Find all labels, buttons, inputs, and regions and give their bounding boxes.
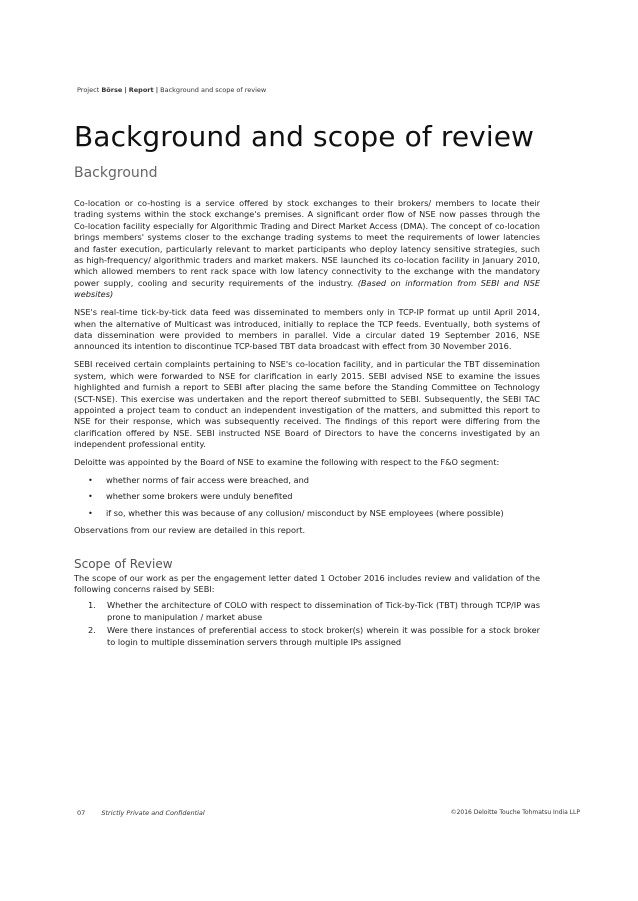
section-title-scope: Scope of Review xyxy=(74,556,173,571)
list-item: • if so, whether this was because of any collusion/ misconduct by NSE employees (where possible) xyxy=(88,507,504,518)
breadcrumb-project-name: Börse xyxy=(101,86,123,94)
list-item: 2. Were there instances of preferential access to stock broker(s) wherein it was possible for a stock broker to login to multiple dissemination servers through multiple IPs assigned xyxy=(88,625,540,647)
paragraph-observations: Observations from our review are detailed in this report. xyxy=(74,525,306,536)
breadcrumb: Project Börse | Report | Background and scope of review xyxy=(77,86,267,94)
confidential-label: Strictly Private and Confidential xyxy=(101,809,205,817)
paragraph-deloitte: Deloitte was appointed by the Board of NSE to examine the following with respect to the F&O segment: xyxy=(74,457,500,468)
bullet-icon: • xyxy=(88,491,93,502)
paragraph-colocation: Co-location or co-hosting is a service offered by stock exchanges to their brokers/ members to locate their trading systems within the stock exchange's premises. A significant order flow of NSE now passes through the Co-location facility especially for Algorithmic Trading and Direct Market Access (DMA). The concept of co-location brings members' systems closer to the exchange trading systems to meet the requirements of lower latencies and faster execution, particularly relevant to market participants who deploy latency sensitive strategies, such as high-frequency/ algorithmic traders and market makers. NSE launched its co-location facility in January 2010, which allowed members to rent rack space with low latency connectivity to the exchange with the mandatory power supply, cooling and security requirements of the industry. (Based on information from SEBI and NSE websites) xyxy=(74,198,541,300)
list-item: 1. Whether the architecture of COLO with respect to dissemination of Tick-by-Tick (TBT) through TCP/IP was prone to manipulation / market abuse xyxy=(88,600,540,622)
list-item: • whether norms of fair access were breached, and xyxy=(88,474,309,485)
breadcrumb-section: Background and scope of review xyxy=(160,86,267,94)
paragraph-scope-intro: The scope of our work as per the engagement letter dated 1 October 2016 includes review and validation of the following concerns raised by SEBI: xyxy=(74,572,540,594)
page-title: Background and scope of review xyxy=(74,120,535,153)
breadcrumb-project: Project xyxy=(77,86,100,94)
paragraph-sebi: SEBI received certain complaints pertaining to NSE's co-location facility, and in particular the TBT dissemination system, which were forwarded to NSE for clarification in early 2015. SEBI advised NSE to examine the issues highlighted and furnish a report to SEBI after placing the same before the Standing Committee on Technology (SCT-NSE). This exercise was undertaken and the report thereof submitted to SEBI. Subsequently, the SEBI TAC appointed a project team to conduct an independent investigation of the matters, and submitted this report to NSE for their response, which was subsequently received. The findings of this report were differing from the clarification offered by NSE. SEBI instructed NSE Board of Directors to have the concerns investigated by an independent professional entity. xyxy=(74,359,540,450)
page-subtitle: Background xyxy=(74,165,158,181)
list-item: • whether some brokers were unduly benefited xyxy=(88,491,293,502)
bullet-icon: • xyxy=(88,474,93,485)
footer-left xyxy=(77,809,205,817)
bullet-icon: • xyxy=(88,507,93,518)
scope-list xyxy=(74,600,540,648)
paragraph-tbt-feed: NSE's real-time tick-by-tick data feed was disseminated to members only in TCP-IP format up until April 2014, when the alternative of Multicast was introduced, initially to replace the TCP feeds. Eventually, both systems of data dissemination were provided to members in parallel. Vide a circular dated 19 September 2016, NSE announced its intention to discontinue TCP-based TBT data broadcast with effect from 30 November 2016. xyxy=(74,307,540,352)
footer-copyright: ©2016 Deloitte Touche Tohmatsu India LLP xyxy=(450,809,580,816)
source-note: (Based on information from SEBI and NSE websites) xyxy=(74,277,541,300)
bullet-list xyxy=(74,475,540,519)
body-content xyxy=(74,198,540,650)
breadcrumb-report: Report xyxy=(128,86,154,94)
page-number: 07 xyxy=(77,809,86,817)
